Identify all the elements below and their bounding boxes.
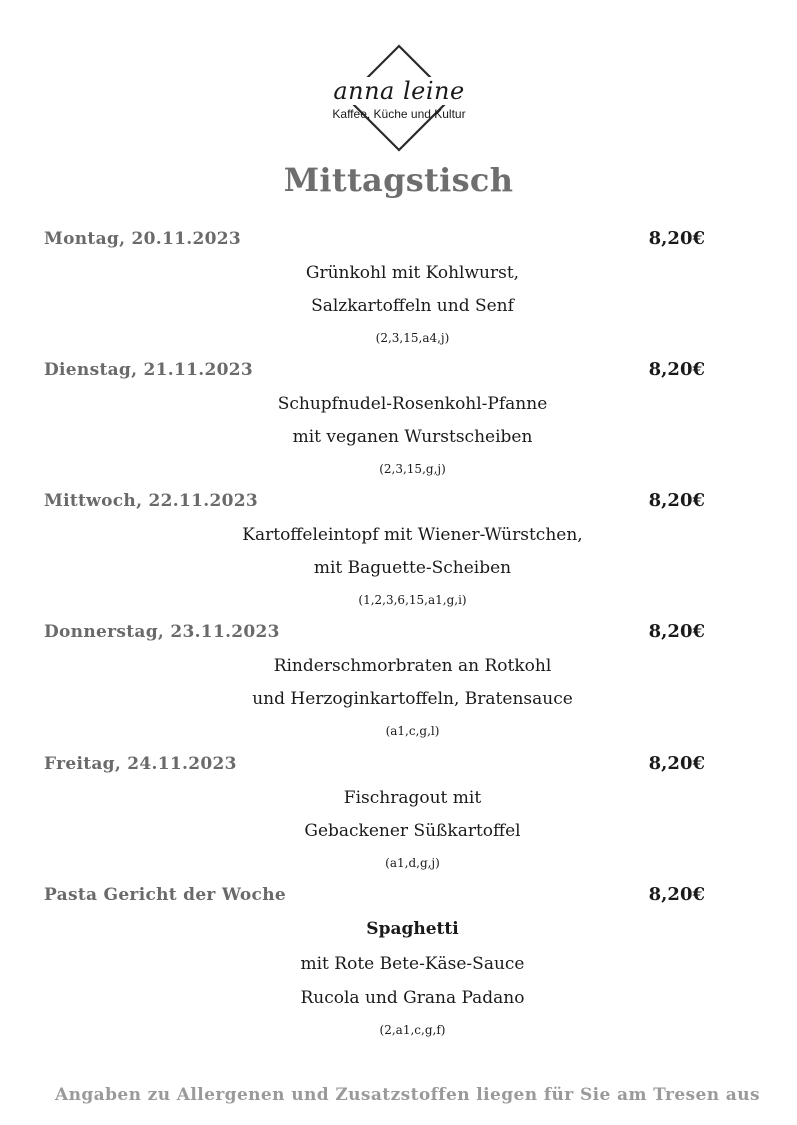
dish-line: Fischragout mit — [343, 788, 482, 808]
pasta-name: Spaghetti — [366, 919, 459, 939]
price: 8,20€ — [648, 490, 705, 511]
price: 8,20€ — [648, 228, 705, 249]
dish-line: und Herzoginkartoffeln, Bratensauce — [252, 689, 573, 709]
allergens: (2,a1,c,g,f) — [379, 1023, 446, 1037]
day-label: Donnerstag, 23.11.2023 — [44, 622, 280, 642]
price: 8,20€ — [648, 621, 705, 642]
dish-line: mit Rote Bete-Käse-Sauce — [300, 954, 525, 974]
logo-tagline: Kaffee, Küche und Kultur — [332, 107, 466, 121]
allergens: (a1,d,g,j) — [385, 856, 440, 870]
allergens: (2,3,15,a4,j) — [375, 331, 450, 345]
day-label: Mittwoch, 22.11.2023 — [44, 491, 258, 511]
allergens: (a1,c,g,l) — [385, 724, 440, 738]
day-label: Pasta Gericht der Woche — [44, 885, 286, 905]
price: 8,20€ — [648, 359, 705, 380]
dish-line: mit Baguette-Scheiben — [313, 558, 512, 578]
dish-line: Rucola und Grana Padano — [300, 988, 525, 1008]
day-label: Montag, 20.11.2023 — [44, 229, 241, 249]
dish-line: Rinderschmorbraten an Rotkohl — [273, 656, 552, 676]
price: 8,20€ — [648, 884, 705, 905]
day-label: Freitag, 24.11.2023 — [44, 754, 237, 774]
dish-line: Grünkohl mit Kohlwurst, — [305, 263, 520, 283]
dish-line: Kartoffeleintopf mit Wiener-Würstchen, — [242, 525, 583, 545]
allergens: (2,3,15,g,j) — [379, 462, 446, 476]
dish-line: Gebackener Süßkartoffel — [304, 821, 521, 841]
dish-line: Salzkartoffeln und Senf — [311, 296, 514, 316]
logo — [319, 44, 479, 156]
dish-line: Schupfnudel-Rosenkohl-Pfanne — [277, 394, 548, 414]
page-title: Mittagstisch — [283, 161, 514, 199]
day-label: Dienstag, 21.11.2023 — [44, 360, 254, 380]
price: 8,20€ — [648, 753, 705, 774]
footer-note: Angaben zu Allergenen und Zusatzstoffen liegen für Sie am Tresen aus — [55, 1085, 760, 1105]
allergens: (1,2,3,6,15,a1,g,i) — [358, 593, 467, 607]
logo-name: anna leine — [319, 77, 479, 105]
dish-line: mit veganen Wurstscheiben — [292, 427, 533, 447]
